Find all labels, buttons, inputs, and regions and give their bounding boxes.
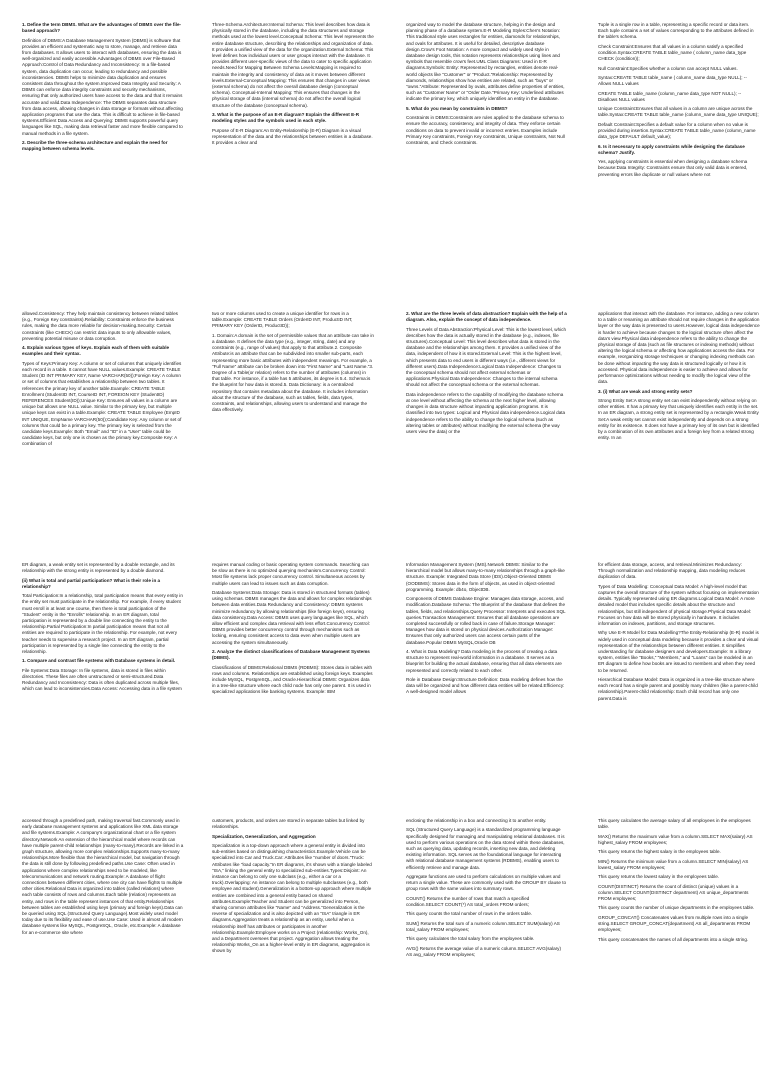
- question-heading: (ii) What is total and partial participation? What is their role in a relationship?: [22, 577, 162, 589]
- paragraph: Classifications of DBMS:Relational DBMS (RDBMS): Stores data in tables with rows and columns. Relationships are established using foreign keys. Examples include MySQL, PostgreSQL, and Oracle.Hierarchical DBMS: Organizes data in a tree-like structure where each child node has only one parent. It is used in specialized applications like banking systems. Example: IBM: [212, 664, 374, 695]
- paragraph: Database Systems:Data Storage: Data is stored in structured formats (tables) using schemas. DBMS manages the data and allows for complex relationships between data entities.Data Redundancy and Consistency: DBMS systems minimize redundancy by allowing relationships (like foreign keys), ensuring data consistency.Data Access: DBMS uses query languages like SQL, which allow efficient and complex data retrieval with less effort.Concurrency Control: DBMS provides better concurrency control through mechanisms such as locking, ensuring consistent access to data even when multiple users are accessing the system simultaneously.: [212, 590, 373, 645]
- paragraph: Why Use E-R Model for Data Modelling?The Entity-Relationship (E-R) model is widely used in conceptual data modeling because it provides a clear and visual representation of the relationships between different entities. It simplifies understanding for database designers and developers.Example: In a library system, entities like "Books," "Members," and "Loans" can be modeled in an ER diagram to define how books are issued to members and when they need to be returned.: [598, 630, 761, 673]
- paragraph: accessed through a predefined path, making traversal fast.Commonly used in early database management systems and applications like XML data storage and file systems.Example: A company's organizational chart or a file system directory.Network An extension of the hierarchical model where records can have multiple parent-child relationships (many-to-many).Records are linked in a graph structure, allowing more complex relationships.Supports many-to-many relationships.More flexible than the hierarchical model, but navigation through the data is still done by following predefined paths.Use Case: Often used in applications where complex relationships need to be modeled, like telecommunications and network routing.Example: A database of flight connections between different cities, where one city can have flights to multiple other cities.Relational Data is organized into tables (called relations) where each table consists of rows and columns.Each table (relation) represents an entity, and rows in the table represent instances of that entity.Relationships between tables are established using keys (primary and foreign keys).Data can be queried using SQL (Structured Query Language).Most widely used model today due to its flexibility and ease of use.Use Case: Used in almost all modern database systems like MySQL, PostgreSQL, Oracle, etc.Example: A database for an e-commerce site where: [22, 818, 185, 935]
- text-column: [212, 22, 374, 278]
- paragraph: This query calculates the total salary from the employees table.: [406, 936, 535, 942]
- paragraph: Syntax:CREATE TABLE table_name ( column_name data_type NULL); -- Allows NULL values: [598, 74, 748, 87]
- paragraph: This query calculates the average salary of all employees in the employees table.: [598, 818, 752, 830]
- text-column: [22, 22, 184, 278]
- paragraph: customers, products, and orders are stored in separate tables but linked by relationships.: [212, 818, 366, 830]
- paragraph: File Systems:Data Storage: In file systems, data is stored in files within directories. These files are often unstructured or semi-structured.Data Redundancy and Inconsistency: Data is often duplicated across multiple files, which can lead to inconsistencies.Data Access: Accessing data in a file system: [22, 667, 182, 692]
- paragraph: Types of Keys:Primary Key: A column or set of columns that uniquely identifies each record in a table. It cannot have NULL values.Example: CREATE TABLE Student (ID INT PRIMARY KEY, Name VARCHAR(50));Foreign Key: A column or set of columns that establishes a relationship between two tables. It references the primary key of another table.Example: CREATE TABLE Enrollment (StudentID INT, CourseID INT, FOREIGN KEY (StudentID) REFERENCES Student(ID));Unique Key: Ensures all values in a column are unique but allows one NULL value. Similar to the primary key, but multiple unique keys can exist in a table.Example: CREATE TABLE Employee (EmpID INT UNIQUE, EmpName VARCHAR(50));Candidate Key: Any column or set of columns that could be a primary key. The primary key is selected from the candidate keys.Example: Both "Email" and "ID" in a "User" table could be candidate keys, but only one is chosen as the primary key.Composite Key: A combination of: [22, 360, 183, 447]
- paragraph: Data independence refers to the capability of modifying the database schema at one level without affecting the schema at the next higher level, allowing changes in data structure without impacting application programs. It is classified into two types: Logical and Physical data independence.Logical data independence refers to the ability to change the logical schema (such as altering tables or attributes) without modifying the external schema (the way users view the data) or the: [406, 391, 567, 435]
- paragraph: SQL (Structured Query Language) is a standardized programming language specifically designed for managing and manipulating relational databases. It is used to perform various operations on the data stored within these databases, such as querying data, updating records, inserting new data, and deleting existing information. SQL serves as the foundational language for interacting with relational database management systems (RDBMS), enabling users to efficiently retrieve and manage data.: [406, 827, 566, 870]
- paragraph: Role in Database Design:Structure Definition: Data modeling defines how the data will be organized and how different data entities will be related.Efficiency: A well-designed model allows: [406, 677, 566, 695]
- paragraph: SUM() Returns the total sum of a numeric column.SELECT SUM(salary) AS total_salary FROM employees;: [406, 920, 562, 932]
- paragraph: COUNT(DISTINCT) Returns the count of distinct (unique) values in a column.SELECT COUNT(DISTINCT department) AS unique_departments FROM employees;: [598, 883, 750, 901]
- paragraph: Constraints in DBMS:Constraints are rules applied to the database schema to ensure the accuracy, consistency, and integrity of data. They enforce certain conditions on data to prevent invalid or incorrect entries. Examples include Primary Key constraints, Foreign Key constraints, Unique constraints, Not Null constraints, and Check constraints.: [406, 115, 567, 146]
- paragraph: This query returns the highest salary in the employees table.: [598, 849, 721, 855]
- notes-sheet: [0, 512, 768, 768]
- paragraph: AVG() Returns the average value of a numeric column.SELECT AVG(salary) AS avg_salary FROM employees;: [406, 945, 563, 957]
- paragraph: Aggregate functions are used to perform calculations on multiple values and return a single value. These are commonly used with the GROUP BY clause to group rows with the same values into summary rows.: [406, 874, 568, 892]
- notes-sheet: [0, 0, 768, 256]
- paragraph: COUNT() Returns the number of rows that match a specified condition.SELECT COUNT(*) AS total_orders FROM orders;: [406, 895, 531, 907]
- paragraph: Total Participation:In a relationship, total participation means that every entity in the entity set must participate in the relationship. For example, if every student must enroll in at least one course, then there is total participation of the "Student" entity in the "Enrolls" relationship. In an ER diagram, total participation is represented by a double line connecting the entity to the relationship.Partial Participation:In partial participation means that not all entities are required to participate in the relationship. For example, not every teacher needs to supervise a research project. In an ER diagram, partial participation is represented by a single line connecting the entity to the relationship.: [22, 593, 185, 655]
- paragraph: Specialization is a top-down approach where a general entity is divided into sub-entities based on distinguishing characteristics.Example:Vehicle can be specialized into Car and Truck.Car: Attributes like "number of doors."Truck: Attributes like "load capacity."In ER diagrams, it's shown with a triangle labeled "ISA," linking the general entity to specialized sub-entities.Types:Disjoint: An instance can belong to only one subclass (e.g., either a car or a truck).Overlapping: An instance can belong to multiple subclasses (e.g., both employee and student).Generalization is a bottom-up approach where multiple entities are combined into a general entity based on shared attributes.Example:Teacher and Student can be generalized into Person, sharing common attributes like "Name" and "Address."Generalization is the reverse of specialization and is also depicted with an "ISA" triangle in ER diagrams.Aggregation treats a relationship as an entity, useful when a relationship itself has attributes or participates in another relationship.Example:Employee works on a Project (relationship: Works_On), and a Department oversees that project. Aggregation allows treating the relationship Works_On as a higher-level entity in ER diagrams, aggregation is shown by: [212, 842, 374, 954]
- text-column: [406, 818, 568, 1074]
- question-heading: 2. Describe the three-schema architecture and explain the need for mapping between schema levels.: [22, 140, 169, 152]
- paragraph: Null Constraint:Specifies whether a column can accept NULL values.: [598, 65, 738, 71]
- paragraph: Information Management System (IMS).Network DBMS: Similar to the hierarchical model but allows many-to-many relationships through a graph-like structure. Example: Integrated Data Store (IDS).Object-Oriented DBMS (OODBMS): Stores data in the form of objects, as used in object-oriented programming. Example: db4o, ObjectDB.: [406, 562, 567, 592]
- notes-sheet: [0, 256, 768, 512]
- paragraph: This query returns the lowest salary in the employees table.: [598, 874, 720, 880]
- paragraph: applications that interact with the database. For instance, adding a new column to a table or renaming an attribute should not require changes in the application layer or the way data is presented to users.However, logical data independence is harder to achieve because changes to the logical structure often affect the data's view.Physical data independence refers to the ability to change the physical storage of data (such as file structures or indexing methods) without altering the logical schema or affecting how applications access the data. For example, reorganizing storage techniques or changing indexing methods can be done without impacting the way data is structured logically or how it is accessed. Physical data independence is easier to achieve and allows for performance optimizations without needing to modify the logical view of the data.: [598, 311, 761, 385]
- paragraph: ER diagram, a weak entity set is represented by a double rectangle, and its relationship with the strong entity is represented by a double diamond.: [22, 562, 176, 574]
- paragraph: Types of Data Modelling: Conceptual Data Model: A high-level model that captures the overall structure of the system without focusing on implementation details. Typically represented using ER diagrams.Logical Data Model: A more detailed model that includes specific details about the structure and relationships, but still independent of physical storage.Physical Data Model: Focuses on how data will be stored physically in hardware. It includes information on indexes, partitions, and storage structures.: [598, 583, 761, 627]
- paragraph: This query counts the total number of rows in the orders table.: [406, 911, 533, 917]
- question-heading: 2. What are the three levels of data abstraction? Explain with the help of a diagram. Also, explain the concept of data independence.: [406, 311, 569, 323]
- paragraph: requires manual coding or basic operating system commands. Searching can be slow as there is no optimized querying mechanism.Concurrency Control: Most file systems lack proper concurrency control. Simultaneous access by multiple users can lead to issues such as data corruption.: [212, 562, 371, 586]
- paragraph: Three-Schema Architecture:Internal Schema: This level describes how data is physically stored in the database, including the data structures and storage methods used at the lowest level.Conceptual Schema: This level represents the entire database structure, describing the relationships and organization of data. It provides a unified view of the data for the organization.External Schema: This level defines how individual users or user groups interact with the database. It provides different user-specific views of the data to cater to specific application needs.Need for Mapping Between Schema Levels:Mapping is required to maintain the integrity and consistency of data as it moves between different levels.External-Conceptual Mapping: This ensures that changes in user views (external schema) do not affect the overall database design (conceptual schema). Conceptual-Internal Mapping: This ensures that changes in the physical storage of data (internal schema) do not affect the overall logical structure of the database (conceptual schema).: [212, 22, 376, 108]
- paragraph: 1. Domain:A domain is the set of permissible values that an attribute can take in a database. It defines the data type (e.g., integer, string, date) and any constraints (e.g., range of values) that apply to that attribute.2. Composite Attribute:is an attribute that can be subdivided into smaller sub-parts, each representing more basic attributes with independent meanings. For example, a "Full Name" attribute can be broken down into "First Name" and "Last Name."3. Degree of a Table(or relation) refers to the number of attributes (columns) in that table. For instance, if a table has 5 attributes, its degree is 5.4. Schema:is the blueprint for how data is stored.5. Data Dictionary: is a centralized repository that contains metadata about the database. It includes information about the structure of the database, such as tables, fields, data types, constraints, and relationships, allowing users to understand and manage the data effectively.: [212, 332, 376, 413]
- paragraph: Hierarchical Database Model: Data is organized in a tree-like structure where each record has a single parent and possibly many children (like a parent-child relationship).Parent-child relationship: Each child record has only one parent.Data is: [598, 677, 760, 701]
- paragraph: GROUP_CONCAT() Concatenates values from multiple rows into a single string.SELECT GROUP_CONCAT(department) AS all_departments FROM employees;: [598, 914, 752, 933]
- paragraph: CREATE TABLE table_name (column_name data_type NOT NULL); -- Disallows NULL values: [598, 90, 743, 102]
- paragraph: Three Levels of Data Abstraction:Physical Level: This is the lowest level, which describes how the data is actually stored in the database (e.g., indexes, file structures).Conceptual Level: This level describes what data is stored in the database and the relationships among them. It provides a unified view of the data, independent of how it is stored.External Level: This is the highest level, which presents data to end users in different ways (i.e., different views for different users).Data Independence:Logical Data Independence: Changes to the conceptual schema should not affect external schemas or applications.Physical Data Independence: Changes to the internal schema should not affect the conceptual schema or the external schemas.: [406, 326, 568, 388]
- paragraph: Purpose of E-R Diagram:An Entity-Relationship (E-R) Diagram is a visual representation of the data and the relationships between entities in a database. It provides a clear and: [212, 127, 374, 146]
- question-heading: 2. Analyze the distinct classifications of Database Management Systems (DBMS).: [212, 649, 372, 661]
- paragraph: enclosing the relationship in a box and connecting it to another entity.: [406, 818, 547, 823]
- paragraph: organized way to model the database structure, helping in the design and planning phase of a database system.E-R Modeling Styles:Chen's Notation: This traditional style uses rectangles for entities, diamonds for relationships, and ovals for attributes. It is useful for detailed, descriptive database design.Crow's Foot Notation: A more compact and widely used style in database design tools, this notation represents relationships using lines and symbols that resemble crow's feet.UML Class Diagrams: Used in E-R diagrams.Symbols: Entity: Represented by rectangles, entities denote real-world objects like "Customer" or "Product."Relationship: Represented by diamonds, relationships show how entities are related, such as "buys" or "owns."Attribute: Represented by ovals, attributes define properties of entities, such as "Customer Name" or "Order Date."Primary Key: Underlined attributes indicate the primary key, which uniquely identifies an entity in the database.: [406, 22, 566, 102]
- notes-sheet: [0, 768, 768, 1024]
- text-column: [598, 22, 760, 278]
- question-heading: 3. (i) What are weak and strong entity sets?: [598, 388, 693, 394]
- paragraph: This query concatenates the names of all departments into a single string.: [598, 936, 749, 942]
- paragraph: Check Constraint:Ensures that all values in a column satisfy a specified condition.Syntax:CREATE TABLE table_name ( column_name data_type CHECK (condition));: [598, 43, 748, 62]
- paragraph: for efficient data storage, access, and retrieval.Minimizes Redundancy: Through normalization and relationship mapping, data modeling reduces duplication of data.: [598, 562, 747, 580]
- paragraph: allowed.Consistency: They help maintain consistency between related tables (e.g., Foreign Key constraints).Reliability: Constraints enforce the business rules, making the data more reliable for decision-making.Security: Certain constraints (like CHECK) can restrict data inputs to only allowable values, preventing potential misuse or data corruption.: [22, 311, 180, 341]
- paragraph: Default Constraint:Specifies a default value for a column when no value is provided during insertion.Syntax:CREATE TABLE table_name (column_name data_type DEFAULT default_value);: [598, 121, 757, 140]
- text-column: [598, 818, 760, 1074]
- paragraph: MIN() Returns the minimum value from a column.SELECT MIN(salary) AS lowest_salary FROM employees;: [598, 858, 750, 870]
- question-heading: 5. What do you mean by constraints in DBMS?: [406, 105, 508, 111]
- paragraph: Definition of DBMS:A Database Management System (DBMS) is software that provides an efficient and systematic way to store, manage, and retrieve data from databases. It allows users to interact with databases, ensuring the data is well-organized and easily accessible.Advantages of DBMS over File-Based Approach:Control of Data Redundancy and Inconsistency: In a file-based system, data duplication can occur, leading to redundancy and possible inconsistencies. DBMS helps to minimize data duplication and ensures consistent data throughout the system.Improved Data Integrity and Security: A DBMS can enforce data integrity constraints and security mechanisms, ensuring that only authorized users have access to the data and that it remains accurate and valid.Data Independence: The DBMS separates data structure from data access, allowing changes in data storage or formats without affecting application programs that use the data. This is difficult to achieve in file-based systems.Efficient Data Access and Querying: DBMS supports powerful query languages like SQL, making data retrieval faster and more flexible compared to manual methods in a file system.: [22, 37, 185, 136]
- paragraph: Strong Entity Set:A strong entity set can exist independently without relying on other entities. It has a primary key that uniquely identifies each entity in the set. In an ER diagram, a strong entity set is represented by a rectangle.Weak Entity Set:A weak entity set cannot exist independently and depends on a strong entity for its existence. It does not have a primary key of its own but is identified by a combination of its own attributes and a foreign key from a related strong entity. In an: [598, 398, 761, 441]
- paragraph: MAX() Returns the maximum value from a column.SELECT MAX(salary) AS highest_salary FROM employees;: [598, 833, 754, 845]
- paragraph: This query counts the number of unique departments in the employees table.: [598, 905, 755, 911]
- question-heading: 1. Define the term DBMS. What are the advantages of DBMS over the file-based approach?: [22, 22, 182, 34]
- text-column: [212, 818, 374, 1074]
- paragraph: Yes, applying constraints is essential when designing a database schema because:Data Integrity: Constraints ensure that only valid data is entered, preventing errors like duplicate or null values where not: [598, 159, 749, 177]
- question-heading: 3. What is the purpose of an E-R diagram? Explain the different E-R modeling styles and the symbols used in each style.: [212, 112, 361, 124]
- question-heading: Specialization, Generalization, and Aggregation: [212, 833, 316, 839]
- question-heading: 6. Is it necessary to apply constraints while designing the database schema? Justify.: [598, 143, 747, 155]
- question-heading: 1. Compare and contrast file systems with Database systems in detail.: [22, 658, 176, 664]
- paragraph: Unique Constraint:Ensures that all values in a column are unique across the table.Syntax:CREATE TABLE table_name (column_name data_type UNIQUE);: [598, 106, 759, 118]
- question-heading: 4. Explain various types of keys. Explain each of them with suitable examples and their syntax.: [22, 345, 171, 357]
- paragraph: 4. What is Data Modeling? Data modeling is the process of creating a data structure to represent real-world information in a database. It serves as a blueprint for building the actual database, ensuring that all data elements are represented and correctly related to each other.: [406, 649, 564, 673]
- text-column: [406, 22, 568, 278]
- paragraph: Components of DBMS Database Engine: Manages data storage, access, and modification.Database Schema: The Blueprint of the database that defines the tables, fields, and relationships.Query Processor: Interprets and executes SQL queries.Transaction Management: Ensures that all database operations are completed successfully or rolled back in case of failure.Storage Manager: Manages how data is stored on physical devices.Authorization Manager: Ensures that only authorized users can access certain parts of the database.Popular DBMS MySQL,Oracle DB: [406, 596, 567, 645]
- text-column: [22, 818, 184, 1074]
- paragraph: Tuple is a single row in a table, representing a specific record or data item. Each tuple contains a set of values corresponding to the attributes defined in the table's schema.: [598, 22, 755, 40]
- paragraph: two or more columns used to create a unique identifier for rows in a table.Example: CREATE TABLE Orders (OrderID INT, ProductID INT, PRIMARY KEY (OrderID, ProductID));: [212, 311, 354, 329]
